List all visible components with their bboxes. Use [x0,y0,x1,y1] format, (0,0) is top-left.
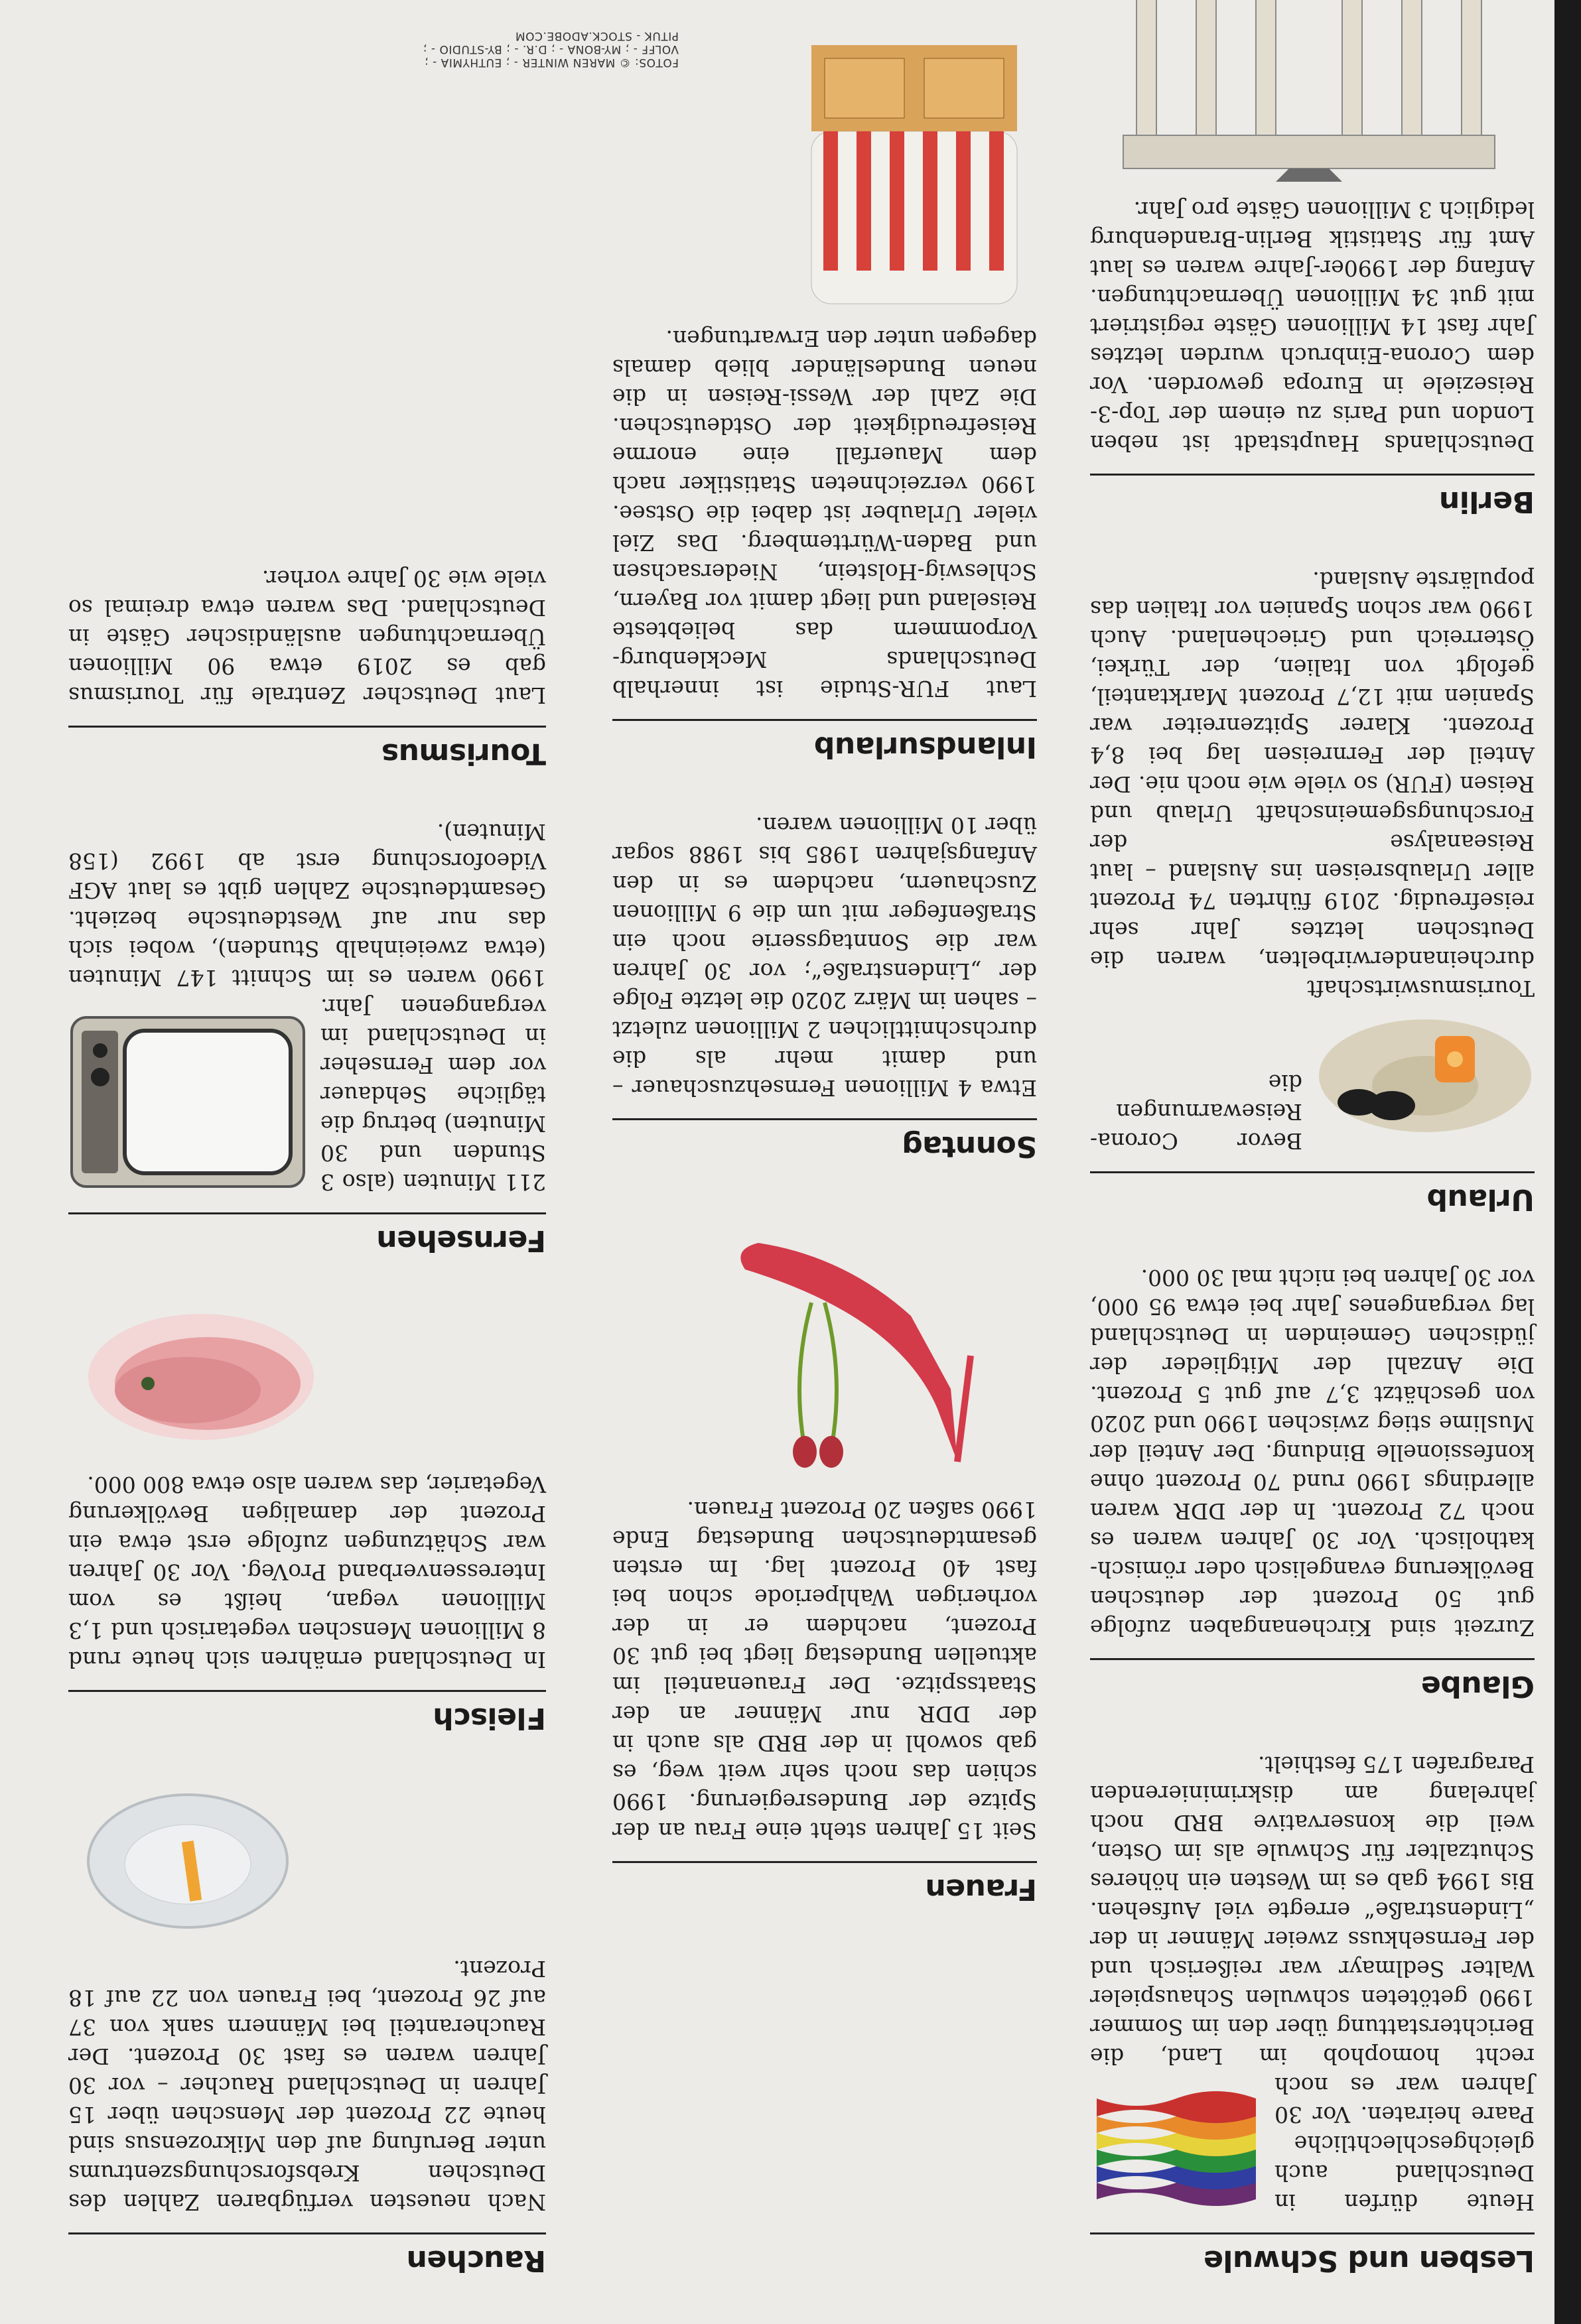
section-sonntag [612,810,1037,1163]
rainbow-flag-icon [1090,2080,1263,2213]
page-edge [1554,0,1581,2324]
photo-credit: FOTOS: © MAREN WINTER - ; EUTHYMIA - ; VOLFF - ; MY-BONA - ; D.R. - ; BY-STUDIO - ; PITUK - STOCK.ADOBE.COM [423,29,679,69]
column-left [1090,0,1535,2278]
article-text: Laut Deutscher Zentrale für Tourismus gab es 2019 etwa 90 Millionen Übernachtungen ausländischer Gäste in Deutschland. Das waren etwa dreimal so viele wie 30 Jahre vorher. [68,566,546,708]
headline: Fleisch [433,1701,546,1735]
high-heel-icon [719,1210,997,1488]
hat-sunglasses-icon [1316,1009,1535,1155]
article-text: Deutschlands Hauptstadt ist neben London und Paris zu einem der Top-3-Reiseziele in Europa geworden. Vor dem Corona-Einbruch wurden letztes Jahr fast 14 Millionen Gäste registriert mit gut 34 Millionen Übernachtungen. Anfang der 1990er-Jahre waren es laut Amt für Statistik Berlin-Brandenburg lediglich 3 Millionen Gäste pro Jahr. [1090,197,1535,456]
section-rauchen [68,1781,546,2278]
tv-icon [68,1011,307,1190]
headline: Urlaub [1426,1183,1535,1216]
section-fleisch [68,1304,546,1735]
section-tourismus [68,564,546,771]
article-text: Etwa 4 Millionen Fernsehzuschauer – und damit mehr als die durchschnittlichen 2 Millionen zuletzt – sahen im März 2020 die letzte Folge der „Lindenstraße“; vor 30 Jahren war die Sonntagsserie noch ein Straßenfeger mit um die 9 Millionen Zuschauern, nachdem es in den Anfangsjahren 1985 bis 1988 sogar über 10 Millionen waren. [612,812,1037,1101]
headline: Glaube [1421,1669,1535,1703]
headline: Tourismus [381,737,546,771]
article-text: In Deutschland ernähren sich heute rund 8 Millionen Menschen vegetarisch und 1,3 Millionen vegan, heißt es vom Interessenverband ProVeg. Vor 30 Jahren war Schätzungen zufolge erst etwa ein Prozent der damaligen Bevölkerung Vegetarier, das waren also etwa 800 000. [68,1472,546,1673]
headline: Frauen [925,1872,1037,1906]
article-text: Nach neuesten verfügbaren Zahlen des Deutschen Krebsforschungszentrums unter Berufung auf den Mikrozensus sind heute 22 Prozent der Menschen über 15 Jahren in Deutschland Raucher – vor 30 Jahren waren es fast 30 Prozent. Der Raucheranteil bei Männern sank von 37 auf 26 Prozent, bei Frauen von 22 auf 18 Prozent. [68,1956,546,2215]
column-middle [612,0,1037,2278]
article-text: Laut FUR-Studie ist innerhalb Deutschlands Mecklenburg-Vorpommern das beliebteste Reiseland und liegt damit vor Bayern, Schleswig-Holstein, Niedersachsen und Baden-Württemberg. Das Ziel vieler Urlauber ist dabei die Ostsee. 1990 verzeichneten Statistiker nach dem Mauerfall eine enorme Reisefreudigkeit der Ostdeutschen. Die Zahl der Wessi-Reisen in die neuen Bundesländer blieb damals dagegen unter den Erwartungen. [612,326,1037,702]
section-urlaub [1090,565,1535,1216]
beach-chair-icon [805,32,1024,310]
headline: Lesben und Schwule [1203,2244,1535,2278]
meat-icon [82,1304,320,1463]
section-lesben [1090,1750,1535,2278]
article-text: Bevor Corona-Reisewarnungen die Tourismuswirtschaft durcheinanderwirbelten, waren die Deutschen letztes Jahr sehr reisefreudig. 2019 führten 74 Prozent aller Urlaubsreisen ins Ausland – laut Reiseanalyse der Forschungsgemeinschaft Urlaub und Reisen (FUR) so viele wie noch nie. Der Anteil der Fernreisen lag bei 8,4 Prozent. Klarer Spitzenreiter war Spanien mit 12,7 Prozent Marktanteil, gefolgt von Italien, der Türkei, Österreich und Griechenland. Auch 1990 war schon Spanien vor Italien das populärste Ausland. [1090,567,1535,1154]
article-text: 211 Minuten (also 3 Stunden und 30 Minuten) betrug die tägliche Sehdauer vor dem Fernseher in Deutschland im vergangenen Jahr. 1990 waren es im Schnitt 147 Minuten (etwa zweieinhalb Stunden), wobei sich das nur auf Westdeutsche bezieht. Gesamtdeutsche Zahlen gibt es laut AGF Videoforschung erst ab 1992 (158 Minuten). [68,819,546,1195]
brandenburg-gate-icon [1110,0,1508,182]
headline: Sonntag [902,1130,1037,1163]
headline: Rauchen [407,2244,546,2278]
section-fernsehen [68,817,546,1258]
ashtray-icon [82,1781,294,1941]
article-text: Heute dürfen in Deutschland auch gleichgeschlechtliche Paare heiraten. Vor 30 Jahren war es noch recht homophob im Land, die Berichterstattung über den im Sommer 1990 getöteten schwulen Schauspieler Walter Sedlmayr war reißerisch und der Fernsehkuss zweier Männer in der „Lindenstraße“ erregte viel Aufsehen. Bis 1994 gab es im Westen ein höheres Schutzalter für Schwule als im Osten, weil die konservative BRD noch jahrelang am diskriminierenden Paragrafen 175 festhielt. [1090,1752,1535,2215]
article-text: Zurzeit sind Kirchenangaben zufolge gut 50 Prozent der deutschen Bevölkerung evangelisch oder römisch-katholisch. Vor 30 Jahren waren es noch 72 Prozent. In der DDR waren allerdings 1990 rund 70 Prozent ohne konfessionelle Bindung. Der Anteil der Muslime stieg zwischen 1990 und 2020 von geschätzt 3,7 auf gut 5 Prozent. Die Anzahl der Mitglieder der jüdischen Gemeinden in Deutschland lag vergangenes Jahr bei etwa 95 000, vor 30 Jahren bei nicht mal 30 000. [1090,1265,1535,1641]
headline: Fernsehen [376,1224,546,1258]
section-berlin [1090,0,1535,519]
section-inland [612,32,1037,764]
article-text: Seit 15 Jahren steht eine Frau an der Spitze der Bundesregierung. 1990 schien das noch sehr weit weg, es gab sowohl in der BRD als auch in der DDR nur Männer an der Staatsspitze. Der Frauenanteil im aktuellen Bundestag liegt bei gut 30 Prozent, nachdem er in der vorherigen Wahlperiode schon bei fast 40 Prozent lag. Im ersten gesamtdeutschen Bundestag Ende 1990 saßen 20 Prozent Frauen. [612,1497,1037,1844]
column-right [68,517,546,2278]
headline: Berlin [1439,485,1535,519]
headline: Inlandsurlaub [814,730,1037,764]
section-frauen [612,1210,1037,1906]
section-glaube [1090,1263,1535,1703]
